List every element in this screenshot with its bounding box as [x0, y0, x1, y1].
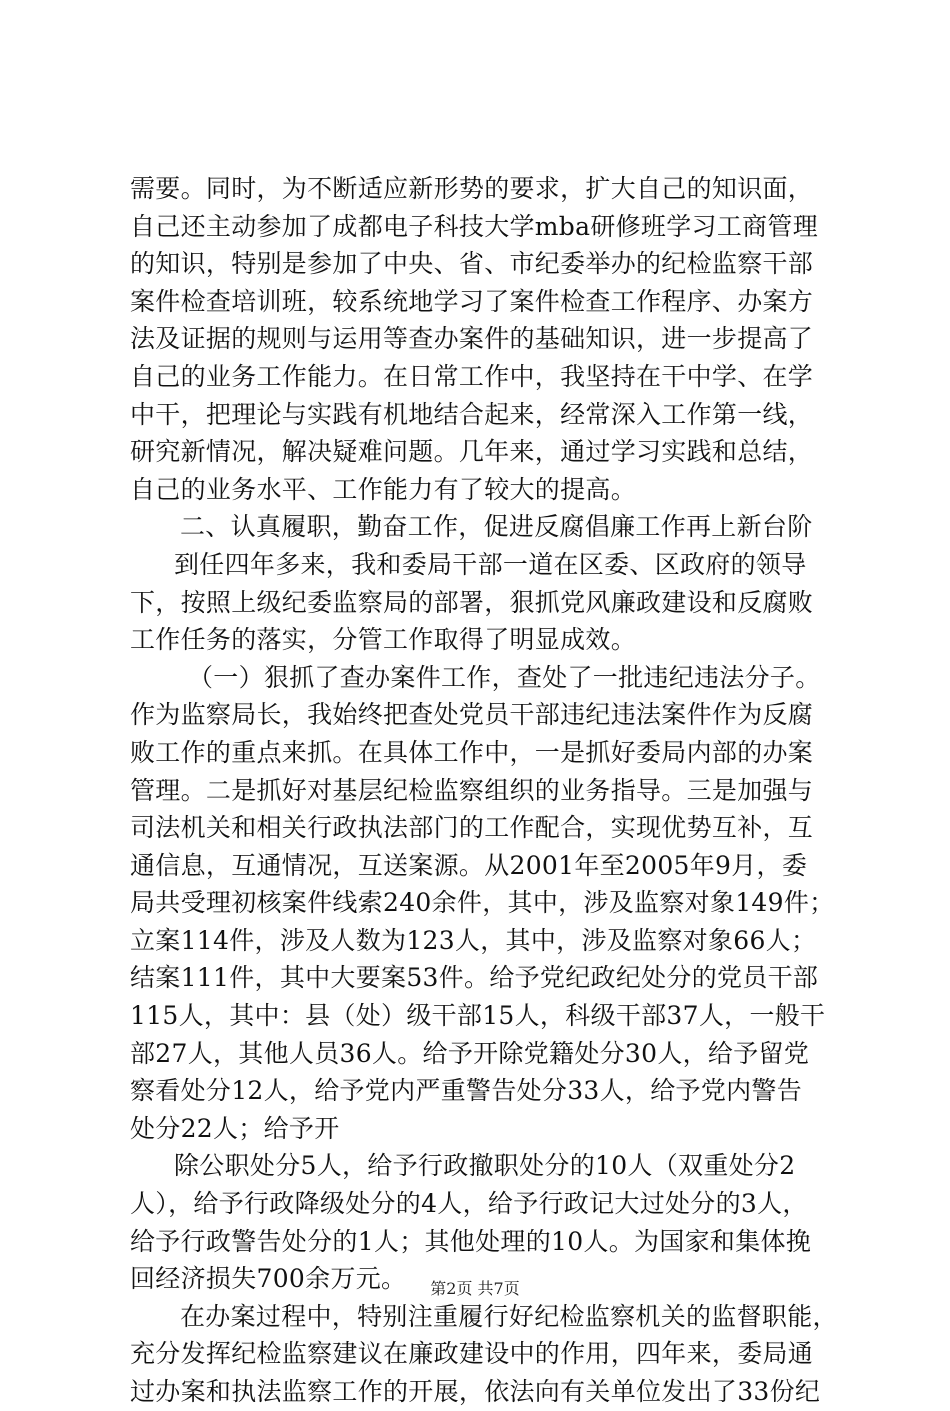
- text-line: 研究新情况，解决疑难问题。几年来，通过学习实践和总结，: [130, 437, 814, 467]
- text-line: 中干，把理论与实践有机地结合起来，经常深入工作第一线，: [130, 399, 814, 429]
- text-line: 自己的业务工作能力。在日常工作中，我坚持在干中学、在学: [130, 361, 814, 391]
- text-line: 充分发挥纪检监察建议在廉政建设中的作用，四年来，委局通: [130, 1339, 814, 1369]
- text-line: 除公职处分5人，给予行政撤职处分的10人（双重处分2: [174, 1151, 796, 1181]
- text-line: 败工作的重点来抓。在具体工作中，一是抓好委局内部的办案: [130, 737, 814, 767]
- text-line: 自己还主动参加了成都电子科技大学mba研修班学习工商管理: [130, 211, 819, 241]
- text-line: 法及证据的规则与运用等查办案件的基础知识，进一步提高了: [130, 324, 814, 354]
- text-line: 部27人，其他人员36人。给予开除党籍处分30人，给予留党: [130, 1038, 810, 1068]
- text-line: 需要。同时，为不断适应新形势的要求，扩大自己的知识面，: [130, 174, 814, 203]
- text-line: 在办案过程中，特别注重履行好纪检监察机关的监督职能，: [180, 1301, 838, 1331]
- text-line: 局共受理初核案件线索240余件，其中，涉及监察对象149件；: [130, 888, 835, 918]
- text-line: 的知识，特别是参加了中央、省、市纪委举办的纪检监察干部: [130, 249, 814, 279]
- document-body: [130, 170, 838, 1411]
- text-line: 工作任务的落实，分管工作取得了明显成效。: [130, 625, 637, 655]
- text-line: 立案114件，涉及人数为123人，其中，涉及监察对象66人；: [130, 925, 817, 955]
- text-line: 下，按照上级纪委监察局的部署，狠抓党风廉政建设和反腐败: [130, 587, 814, 617]
- subsection-heading: （一）狠抓了查办案件工作，查处了一批违纪违法分子。: [188, 662, 821, 692]
- text-line: 管理。二是抓好对基层纪检监察组织的业务指导。三是加强与: [130, 775, 814, 805]
- text-line: 处分22人；给予开: [130, 1113, 340, 1143]
- text-line: 自己的业务水平、工作能力有了较大的提高。: [130, 474, 637, 504]
- text-line: 结案111件，其中大要案53件。给予党纪政纪处分的党员干部: [130, 963, 819, 993]
- text-line: 给予行政警告处分的1人；其他处理的10人。为国家和集体挽: [130, 1226, 812, 1256]
- page-number-footer: 第2页 共7页: [430, 1279, 520, 1298]
- text-line: 通信息，互通情况，互送案源。从2001年至2005年9月，委: [130, 850, 808, 880]
- text-line: 案件检查培训班，较系统地学习了案件检查工作程序、办案方: [130, 286, 814, 316]
- text-line: 司法机关和相关行政执法部门的工作配合，实现优势互补，互: [130, 813, 814, 843]
- text-line: 作为监察局长，我始终把查处党员干部违纪违法案件作为反腐: [130, 700, 814, 730]
- text-line: 察看处分12人，给予党内严重警告处分33人，给予党内警告: [130, 1076, 803, 1106]
- section-heading: 二、认真履职，勤奋工作，促进反腐倡廉工作再上新台阶: [180, 512, 813, 542]
- text-line: 到任四年多来，我和委局干部一道在区委、区政府的领导: [174, 549, 807, 579]
- text-line: 人），给予行政降级处分的4人，给予行政记大过处分的3人，: [130, 1189, 808, 1219]
- text-line: 过办案和执法监察工作的开展，依法向有关单位发出了33份纪: [130, 1377, 821, 1406]
- text-line: 115人，其中：县（处）级干部15人，科级干部37人，一般干: [130, 1001, 826, 1031]
- text-line: 回经济损失700余万元。: [130, 1264, 407, 1294]
